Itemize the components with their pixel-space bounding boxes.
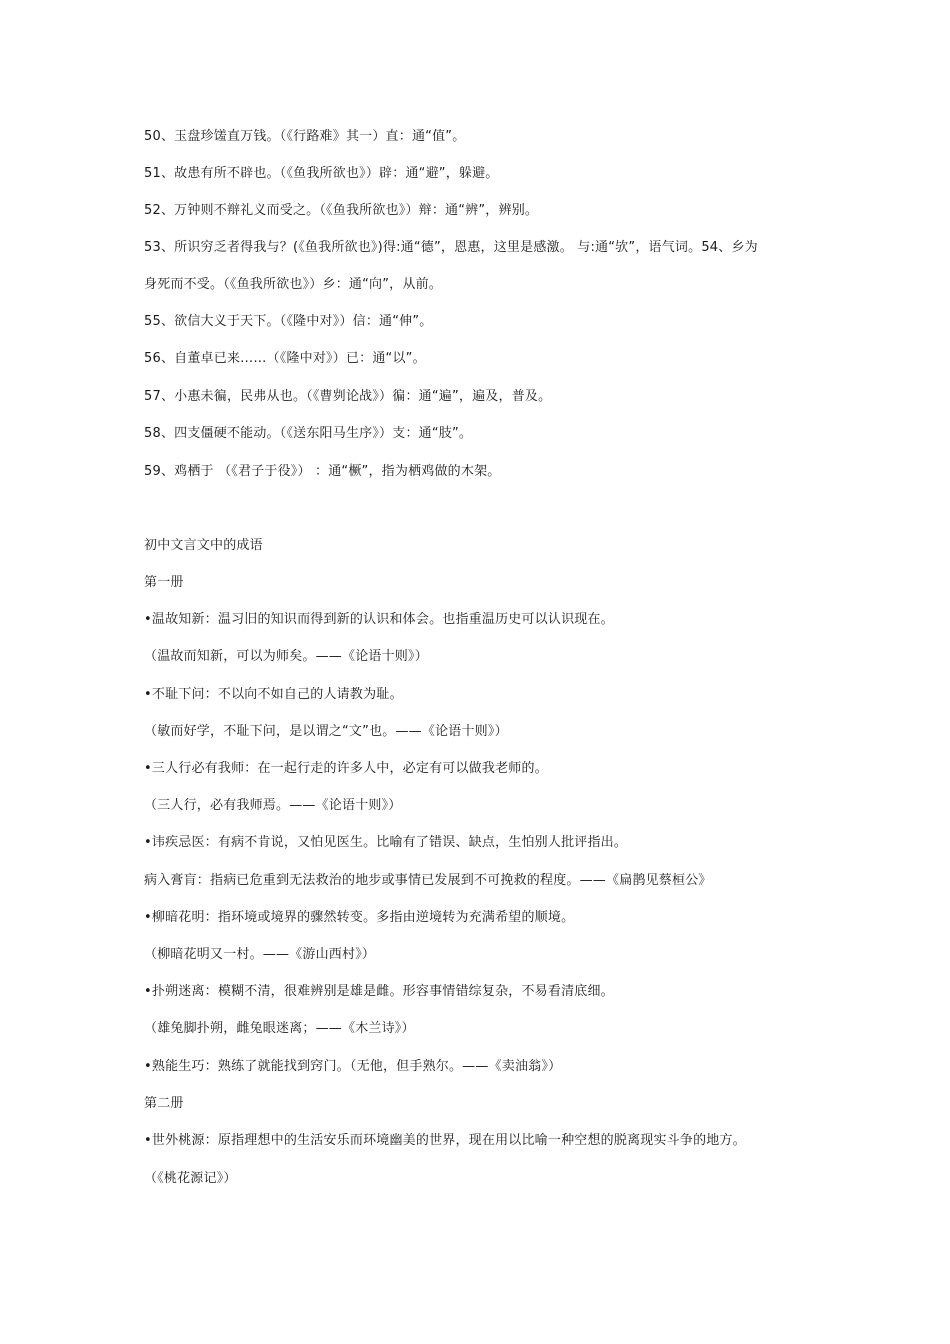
book1-line: •讳疾忌医：有病不肯说，又怕见医生。比喻有了错误、缺点，生怕别人批评指出。: [144, 835, 628, 850]
book1-line: （雄兔脚扑朔，雌兔眼迷离；——《木兰诗》）: [144, 1021, 415, 1036]
tongjia-item-57: 57、小惠未徧，民弗从也。（《曹刿论战》）徧：通“遍”，遍及，普及。: [144, 389, 552, 404]
book1-line: （温故而知新，可以为师矣。——《论语十则》）: [144, 649, 428, 664]
book1-line: （敏而好学，不耻下问，是以谓之“文”也。——《论语十则》）: [144, 724, 508, 739]
tongjia-item-50: 50、玉盘珍馐直万钱。（《行路难》其一）直：通“值”。: [144, 129, 466, 144]
tongjia-item-55: 55、欲信大义于天下。（《隆中对》）信：通“伸”。: [144, 314, 433, 329]
tongjia-item-54-cont: 身死而不受。（《鱼我所欲也》）乡：通“向”，从前。: [144, 277, 442, 292]
book1-line: •熟能生巧：熟练了就能找到窍门。（无他，但手熟尔。——《卖油翁》）: [144, 1059, 562, 1074]
book1-line: （柳暗花明又一村。——《游山西村》）: [144, 947, 376, 962]
book1-line: •扑朔迷离：模糊不清，很难辨别是雄是雌。形容事情错综复杂，不易看清底细。: [144, 984, 614, 999]
tongjia-item-52: 52、万钟则不辩礼义而受之。（《鱼我所欲也》）辩：通“辨”，辨别。: [144, 203, 539, 218]
tongjia-item-51: 51、故患有所不辟也。（《鱼我所欲也》）辟：通“避”，躲避。: [144, 166, 499, 181]
tongjia-item-53: 53、所识穷乏者得我与？(《鱼我所欲也》)得:通“德”，恩惠，这里是感激。 与:通“欤”，语气词。54、乡为: [144, 240, 758, 255]
tongjia-item-56: 56、自董卓已来……（《隆中对》）已：通“以”。: [144, 351, 426, 366]
book1-line: （三人行，必有我师焉。——《论语十则》）: [144, 798, 402, 813]
book2-title: 第二册: [144, 1096, 184, 1111]
tongjia-item-59: 59、鸡栖于 （《君子于役》） ：通“橛”，指为栖鸡做的木架。: [144, 464, 501, 479]
book2-line: （《桃花源记》）: [144, 1171, 237, 1186]
book2-line: •世外桃源：原指理想中的生活安乐而环境幽美的世界，现在用以比喻一种空想的脱离现实斗争的地方。: [144, 1133, 746, 1148]
book1-line: 病入膏肓：指病已危重到无法救治的地步或事情已发展到不可挽救的程度。——《扁鹊见蔡桓公》: [144, 873, 712, 888]
book1-title: 第一册: [144, 575, 184, 590]
book1-line: •不耻下问：不以向不如自己的人请教为耻。: [144, 687, 403, 702]
book1-line: •柳暗花明：指环境或境界的骤然转变。多指由逆境转为充满希望的顺境。: [144, 910, 575, 925]
section-title: 初中文言文中的成语: [144, 538, 263, 553]
book1-line: •温故知新：温习旧的知识而得到新的认识和体会。也指重温历史可以认识现在。: [144, 612, 614, 627]
book1-line: •三人行必有我师：在一起行走的许多人中，必定有可以做我老师的。: [144, 761, 548, 776]
tongjia-item-58: 58、四支僵硬不能动。（《送东阳马生序》）支：通“肢”。: [144, 426, 473, 441]
